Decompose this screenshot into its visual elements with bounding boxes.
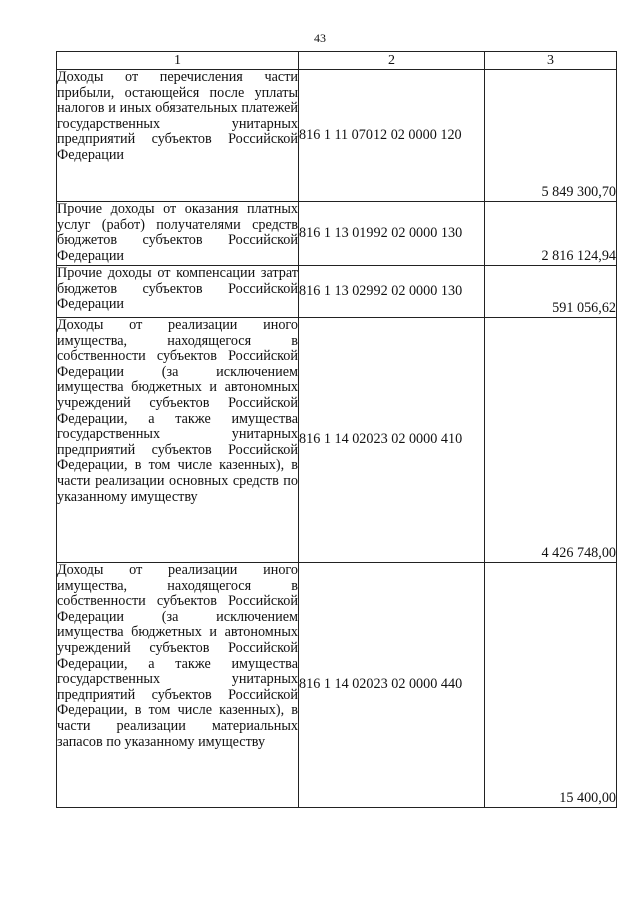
table-row: [57, 70, 617, 202]
revenue-name-cell: Доходы от реализации иного имущества, находящегося в собственности субъектов Российской Федерации (за исключением имущества бюджетных и автономных учреждений субъектов Российской Федерации, а также имущества государственных унитарных предприятий субъектов Российской Федерации, в том числе казенных), в части реализации основных средств по указанному имуществу: [57, 318, 299, 563]
budget-code-cell: 816 1 14 02023 02 0000 440: [299, 563, 485, 808]
column-header-2: 2: [299, 52, 485, 70]
budget-code-cell: 816 1 13 02992 02 0000 130: [299, 266, 485, 318]
table-row: [57, 266, 617, 318]
amount-cell: 5 849 300,70: [485, 70, 617, 202]
table-row: [57, 563, 617, 808]
column-header-3: 3: [485, 52, 617, 70]
amount-cell: 4 426 748,00: [485, 318, 617, 563]
amount-cell: 2 816 124,94: [485, 202, 617, 266]
budget-code-cell: 816 1 14 02023 02 0000 410: [299, 318, 485, 563]
column-header-1: 1: [57, 52, 299, 70]
revenue-name-cell: Доходы от реализации иного имущества, находящегося в собственности субъектов Российской Федерации (за исключением имущества бюджетных и автономных учреждений субъектов Российской Федерации, а также имущества государственных унитарных предприятий субъектов Российской Федерации, в том числе казенных), в части реализации материальных запасов по указанному имуществу: [57, 563, 299, 808]
table-header-row: [57, 52, 617, 70]
revenue-name-cell: Прочие доходы от компенсации затрат бюджетов субъектов Российской Федерации: [57, 266, 299, 318]
page-number: 43: [314, 31, 326, 45]
table-row: [57, 318, 617, 563]
revenue-name-cell: Доходы от перечисления части прибыли, остающейся после уплаты налогов и иных обязательных платежей государственных унитарных предприятий субъектов Российской Федерации: [57, 70, 299, 202]
revenue-table: [56, 51, 617, 808]
amount-cell: 591 056,62: [485, 266, 617, 318]
budget-code-cell: 816 1 11 07012 02 0000 120: [299, 70, 485, 202]
budget-code-cell: 816 1 13 01992 02 0000 130: [299, 202, 485, 266]
revenue-name-cell: Прочие доходы от оказания платных услуг (работ) получателями средств бюджетов субъектов Российской Федерации: [57, 201, 298, 264]
amount-cell: 15 400,00: [485, 563, 617, 808]
table-row: [57, 202, 617, 266]
